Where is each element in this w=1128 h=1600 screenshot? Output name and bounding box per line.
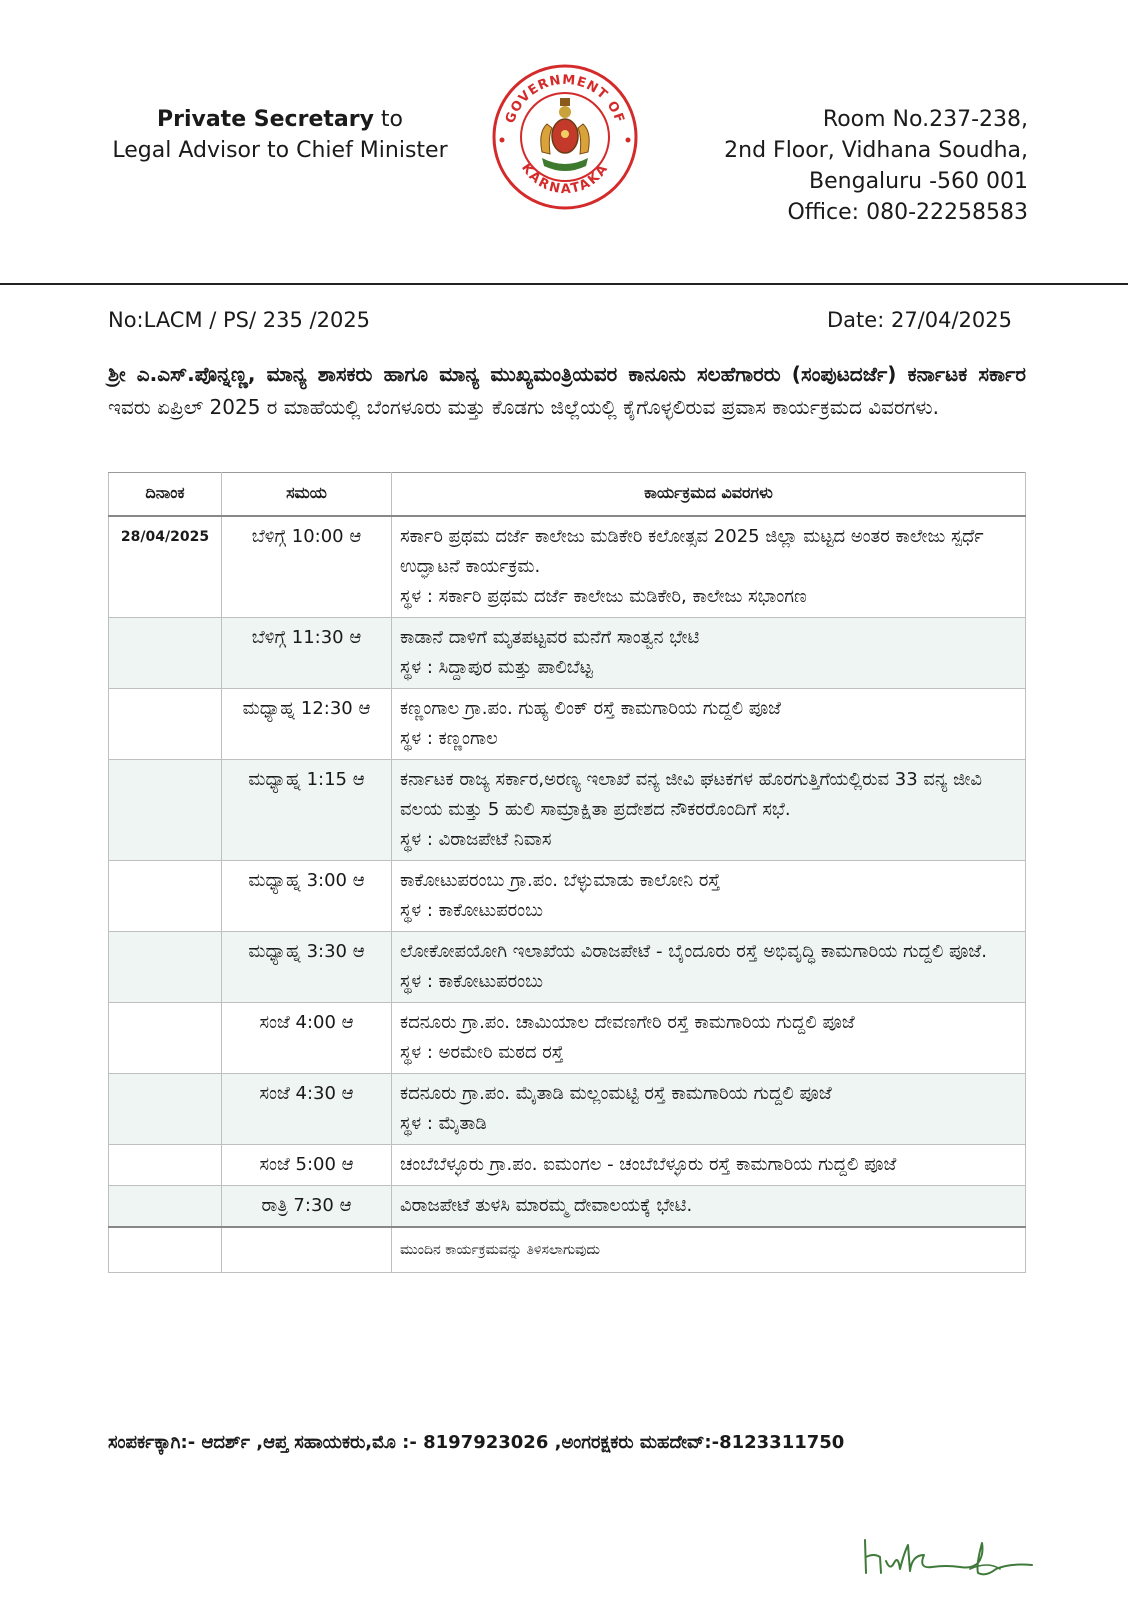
detail-line: ವಿರಾಜಪೇಟೆ ತುಳಸಿ ಮಾರಮ್ಮ ದೇವಾಲಯಕ್ಕೆ ಭೇಟಿ.	[400, 1195, 693, 1216]
row-date: 28/04/2025	[109, 516, 222, 618]
karnataka-emblem-icon	[490, 62, 640, 212]
row-date	[109, 861, 222, 932]
table-row	[109, 689, 1026, 760]
contact-info: ಸಂಪರ್ಕಕ್ಕಾಗಿ:- ಆದರ್ಶ್ ,ಆಪ್ತ ಸಹಾಯಕರು,ಮೊ :- 8197923026 ,ಅಂಗರಕ್ಷಕರು ಮಹದೇವ್:-8123311750	[108, 1432, 845, 1453]
row-details	[392, 1145, 1026, 1186]
venue-line: ಸ್ಥಳ : ಕಾಕೋಟುಪರಂಬು	[400, 900, 544, 921]
detail-line: ಕದನೂರು ಗ್ರಾ.ಪಂ. ಚಾಮಿಯಾಲ ದೇವಣಗೇರಿ ರಸ್ತೆ ಕಾಮಗಾರಿಯ ಗುದ್ದಲಿ ಪೂಜೆ	[400, 1012, 855, 1033]
header-divider	[0, 283, 1128, 285]
venue-line: ಸ್ಥಳ : ಕಣ್ಣಂಗಾಲ	[400, 728, 498, 749]
table-note-row	[109, 1227, 1026, 1273]
row-details	[392, 1186, 1026, 1228]
sender-title-suffix: to	[373, 107, 404, 132]
row-details	[392, 760, 1026, 861]
schedule-table	[108, 472, 1026, 1273]
detail-line: ಕಣ್ಣಂಗಾಲ ಗ್ರಾ.ಪಂ. ಗುಹ್ಯ ಲಿಂಕ್ ರಸ್ತೆ ಕಾಮಗಾರಿಯ ಗುದ್ದಲಿ ಪೂಜೆ	[400, 698, 781, 719]
detail-line: ಕಾಕೋಟುಪರಂಬು ಗ್ರಾ.ಪಂ. ಬೆಳ್ಳುಮಾಡು ಕಾಲೋನಿ ರಸ್ತೆ	[400, 870, 721, 891]
table-row	[109, 618, 1026, 689]
venue-line: ಸ್ಥಳ : ಅರಮೇರಿ ಮಠದ ರಸ್ತೆ	[400, 1042, 564, 1063]
address-line: Room No.237-238,	[822, 107, 1028, 132]
row-time: ಸಂಜೆ 4:00 ಆ	[222, 1003, 392, 1074]
table-note: ಮುಂದಿನ ಕಾರ್ಯಕ್ರಮವನ್ನು ತಿಳಿಸಲಾಗುವುದು	[392, 1227, 1026, 1273]
header-details: ಕಾರ್ಯಕ್ರಮದ ವಿವರಗಳು	[392, 473, 1026, 517]
row-date	[109, 1074, 222, 1145]
intro-bold: ಶ್ರೀ ಎ.ಎಸ್.ಪೊನ್ನಣ್ಣ, ಮಾನ್ಯ ಶಾಸಕರು ಹಾಗೂ ಮಾನ್ಯ ಮುಖ್ಯಮಂತ್ರಿಯವರ ಕಾನೂನು ಸಲಹೆಗಾರರು (ಸಂಪುಟದರ್ಜೆ) ಕರ್ನಾಟಕ ಸರ್ಕಾರ	[108, 362, 1026, 386]
table-row	[109, 932, 1026, 1003]
row-details	[392, 1074, 1026, 1145]
intro-paragraph	[108, 358, 1026, 424]
row-details	[392, 618, 1026, 689]
detail-line: ಚಂಬೆಬೆಳ್ಳೂರು ಗ್ರಾ.ಪಂ. ಐಮಂಗಲ - ಚಂಬೆಬೆಳ್ಳೂರು ರಸ್ತೆ ಕಾಮಗಾರಿಯ ಗುದ್ದಲಿ ಪೂಜೆ	[400, 1154, 897, 1175]
signature-icon	[860, 1525, 1040, 1585]
row-time: ಬೆಳಿಗ್ಗೆ 11:30 ಆ	[222, 618, 392, 689]
office-address	[668, 104, 1028, 228]
table-header-row	[109, 473, 1026, 517]
row-time: ಸಂಜೆ 5:00 ಆ	[222, 1145, 392, 1186]
row-date	[109, 1186, 222, 1228]
sender-block	[110, 104, 450, 166]
detail-line: ಸರ್ಕಾರಿ ಪ್ರಥಮ ದರ್ಜೆ ಕಾಲೇಜು ಮಡಿಕೇರಿ ಕಲೋತ್ಸವ 2025 ಜಿಲ್ಲಾ ಮಟ್ಟದ ಅಂತರ ಕಾಲೇಜು ಸ್ಪರ್ಧೆ ಉದ್ಘಾಟನೆ ಕಾರ್ಯಕ್ರಮ.	[400, 526, 984, 577]
row-date	[109, 760, 222, 861]
row-time: ಮಧ್ಯಾಹ್ನ 1:15 ಆ	[222, 760, 392, 861]
table-row	[109, 1003, 1026, 1074]
detail-line: ಲೋಕೋಪಯೋಗಿ ಇಲಾಖೆಯ ವಿರಾಜಪೇಟೆ - ಬೈಂದೂರು ರಸ್ತೆ ಅಭಿವೃದ್ಧಿ ಕಾಮಗಾರಿಯ ಗುದ್ದಲಿ ಪೂಜೆ.	[400, 941, 987, 962]
reference-number: No:LACM / PS/ 235 /2025	[108, 308, 371, 332]
sender-title: Private Secretary	[156, 107, 374, 132]
row-date	[109, 1145, 222, 1186]
address-line: 2nd Floor, Vidhana Soudha,	[724, 138, 1028, 163]
table-row	[109, 1074, 1026, 1145]
header-date: ದಿನಾಂಕ	[109, 473, 222, 517]
venue-line: ಸ್ಥಳ : ಮೈತಾಡಿ	[400, 1113, 487, 1134]
row-time: ಮಧ್ಯಾಹ್ನ 3:30 ಆ	[222, 932, 392, 1003]
row-time: ರಾತ್ರಿ 7:30 ಆ	[222, 1186, 392, 1228]
venue-line: ಸ್ಥಳ : ವಿರಾಜಪೇಟೆ ನಿವಾಸ	[400, 829, 552, 850]
row-time: ಮಧ್ಯಾಹ್ನ 3:00 ಆ	[222, 861, 392, 932]
row-date	[109, 1003, 222, 1074]
row-time: ಬೆಳಿಗ್ಗೆ 10:00 ಆ	[222, 516, 392, 618]
letter-date: Date: 27/04/2025	[827, 308, 1012, 332]
row-date	[109, 689, 222, 760]
svg-text:KARNATAKA: KARNATAKA	[518, 160, 612, 198]
row-date	[109, 618, 222, 689]
address-line: Bengaluru -560 001	[809, 169, 1028, 194]
row-details	[392, 689, 1026, 760]
intro-rest: ಇವರು ಏಪ್ರಿಲ್ 2025 ರ ಮಾಹೆಯಲ್ಲಿ ಬೆಂಗಳೂರು ಮತ್ತು ಕೊಡಗು ಜಿಲ್ಲೆಯಲ್ಲಿ ಕೈಗೊಳ್ಳಲಿರುವ ಪ್ರವಾಸ ಕಾರ್ಯಕ್ರಮದ ವಿವರಗಳು.	[108, 395, 939, 419]
detail-line: ಕರ್ನಾಟಕ ರಾಜ್ಯ ಸರ್ಕಾರ,ಅರಣ್ಯ ಇಲಾಖೆ ವನ್ಯ ಜೀವಿ ಘಟಕಗಳ ಹೊರಗುತ್ತಿಗೆಯಲ್ಲಿರುವ 33 ವನ್ಯ ಜೀವಿ ವಲಯ ಮತ್ತು 5 ಹುಲಿ ಸಾಮ್ರಾಕ್ಷಿತಾ ಪ್ರದೇಶದ ನೌಕರರೊಂದಿಗೆ ಸಭೆ.	[400, 769, 983, 820]
row-time: ಸಂಜೆ 4:30 ಆ	[222, 1074, 392, 1145]
venue-line: ಸ್ಥಳ : ಸರ್ಕಾರಿ ಪ್ರಥಮ ದರ್ಜೆ ಕಾಲೇಜು ಮಡಿಕೇರಿ, ಕಾಲೇಜು ಸಭಾಂಗಣ	[400, 586, 807, 607]
row-details	[392, 861, 1026, 932]
detail-line: ಕಾಡಾನೆ ದಾಳಿಗೆ ಮೃತಪಟ್ಟವರ ಮನೆಗೆ ಸಾಂತ್ವನ ಭೇಟಿ	[400, 627, 700, 648]
note-empty-cell	[109, 1227, 222, 1273]
table-row	[109, 1186, 1026, 1228]
row-details	[392, 932, 1026, 1003]
office-phone: Office: 080-22258583	[787, 200, 1028, 225]
note-empty-cell	[222, 1227, 392, 1273]
table-row	[109, 861, 1026, 932]
venue-line: ಸ್ಥಳ : ಸಿದ್ದಾಪುರ ಮತ್ತು ಪಾಲಿಬೆಟ್ಟ	[400, 657, 593, 678]
row-date	[109, 932, 222, 1003]
row-details	[392, 516, 1026, 618]
header-time: ಸಮಯ	[222, 473, 392, 517]
detail-line: ಕದನೂರು ಗ್ರಾ.ಪಂ. ಮೈತಾಡಿ ಮಲ್ಲಂಮಟ್ಟಿ ರಸ್ತೆ ಕಾಮಗಾರಿಯ ಗುದ್ದಲಿ ಪೂಜೆ	[400, 1083, 832, 1104]
sender-subtitle: Legal Advisor to Chief Minister	[112, 138, 448, 163]
table-row	[109, 1145, 1026, 1186]
svg-text:GOVERNMENT OF: GOVERNMENT OF	[502, 72, 628, 126]
row-time: ಮಧ್ಯಾಹ್ನ 12:30 ಆ	[222, 689, 392, 760]
row-details	[392, 1003, 1026, 1074]
table-row	[109, 516, 1026, 618]
table-row	[109, 760, 1026, 861]
venue-line: ಸ್ಥಳ : ಕಾಕೋಟುಪರಂಬು	[400, 971, 544, 992]
